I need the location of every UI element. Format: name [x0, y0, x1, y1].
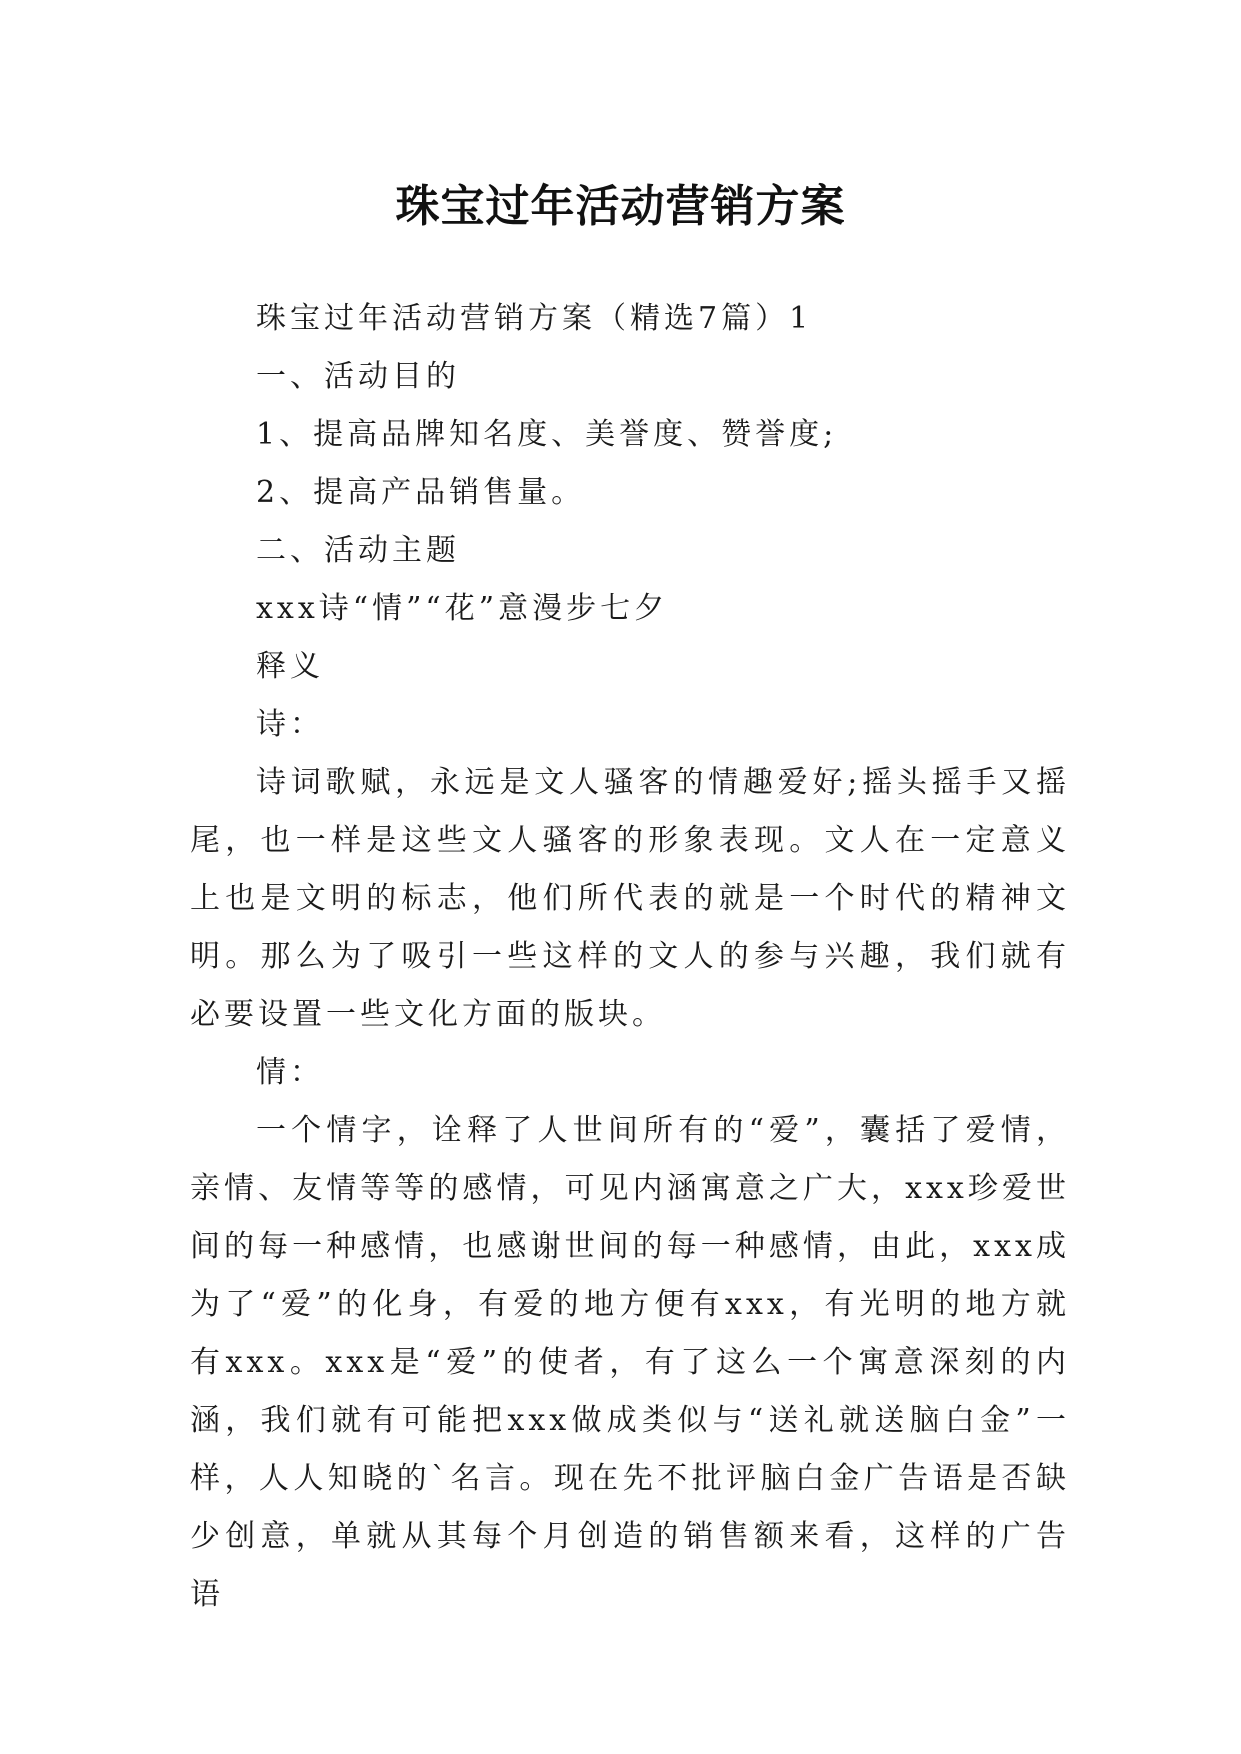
list-item-1: 1、提高品牌知名度、美誉度、赞誉度; — [256, 417, 838, 452]
subheading-poem: 诗： — [256, 707, 324, 742]
document-body — [190, 290, 1070, 1624]
subheading-love: 情： — [256, 1055, 324, 1090]
theme-line: xxx诗“情”“花”意漫步七夕 — [256, 591, 669, 626]
paragraph-poem: 诗词歌赋，永远是文人骚客的情趣爱好;摇头摇手又摇尾，也一样是这些文人骚客的形象表现。文人在一定意义上也是文明的标志，他们所代表的就是一个时代的精神文明。那么为了吸引一些这样的文人的参与兴趣，我们就有必要设置一些文化方面的版块。 — [190, 765, 1070, 1032]
list-item-2: 2、提高产品销售量。 — [256, 475, 586, 510]
paragraph-love: 一个情字，诠释了人世间所有的“爱”，囊括了爱情，亲情、友情等等的感情，可见内涵寓意之广大，xxx珍爱世间的每一种感情，也感谢世间的每一种感情，由此，xxx成为了“爱”的化身，有爱的地方便有xxx，有光明的地方就有xxx。xxx是“爱”的使者，有了这么一个寓意深刻的内涵，我们就有可能把xxx做成类似与“送礼就送脑白金”一样，人人知晓的`名言。现在先不批评脑白金广告语是否缺少创意，单就从其每个月创造的销售额来看，这样的广告语 — [190, 1113, 1070, 1612]
heading-line: 珠宝过年活动营销方案（精选7篇）1 — [256, 301, 813, 336]
subheading-meaning: 释义 — [256, 649, 324, 684]
section-heading-theme: 二、活动主题 — [256, 533, 460, 568]
section-heading-purpose: 一、活动目的 — [256, 359, 460, 394]
document-title: 珠宝过年活动营销方案 — [395, 181, 846, 233]
